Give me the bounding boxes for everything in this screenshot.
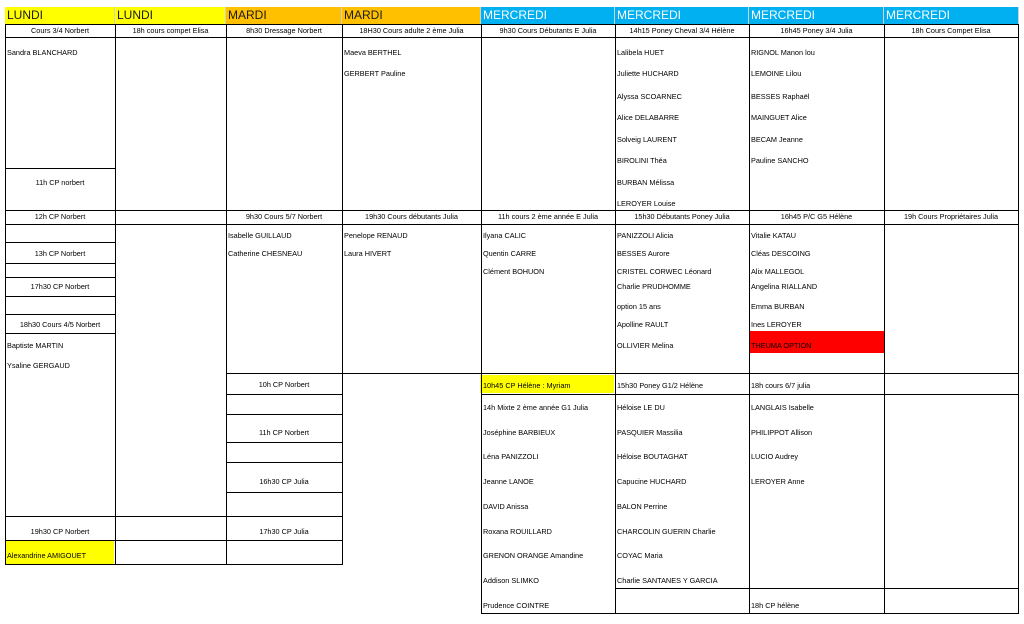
rider-name: Charlie SANTANES Y GARCIA <box>617 576 718 585</box>
day-header-lundi-1: LUNDI <box>5 7 115 24</box>
day-header-mardi-2: MARDI <box>342 7 481 24</box>
rider-name: Juliette HUCHARD <box>617 69 679 78</box>
course-cell: 11h cours 2 ème année E Julia <box>497 212 599 221</box>
course-cell: 10h45 CP Hélène : Myriam <box>483 381 571 390</box>
rider-name: Vitalie KATAU <box>751 231 797 240</box>
rider-name: Alice DELABARRE <box>617 113 680 122</box>
course-cell: 17h30 CP Julia <box>259 527 309 536</box>
rider-name: BALON Perrine <box>617 502 668 511</box>
course-cell: 18h CP hélène <box>751 601 800 610</box>
course-cell: 12h CP Norbert <box>34 212 86 221</box>
rider-name: option 15 ans <box>617 302 661 311</box>
course-cell: 16h30 CP Julia <box>259 477 309 486</box>
rider-name: Alyssa SCOARNEC <box>617 92 682 101</box>
rider-name: Isabelle GUILLAUD <box>228 231 292 240</box>
rider-name: CRISTEL CORWEC Léonard <box>617 267 712 276</box>
course-cell: 13h CP Norbert <box>34 249 86 258</box>
rider-name: Apolline RAULT <box>617 320 669 329</box>
rider-name: Charlie PRUDHOMME <box>617 282 691 291</box>
course-cell: 16h45 P/C G5 Hélène <box>780 212 853 221</box>
rider-name: Ilyana CALIC <box>483 231 526 240</box>
course-cell: 18h30 Cours 4/5 Norbert <box>19 320 101 329</box>
course-cell: 9h30 Cours Débutants E Julia <box>499 26 597 35</box>
course-cell: 18h cours compet Elisa <box>132 26 209 35</box>
course-cell: 18H30 Cours adulte 2 ème Julia <box>359 26 464 35</box>
course-cell: 18h Cours Compet Elisa <box>911 26 991 35</box>
rider-name: Clément BOHUON <box>483 267 545 276</box>
day-header-mardi-1: MARDI <box>226 7 342 24</box>
rider-name: Capucine HUCHARD <box>617 477 687 486</box>
rider-name: THEUMA OPTION <box>751 341 812 350</box>
day-header-mercredi-3: MERCREDI <box>749 7 884 24</box>
day-header-mercredi-2: MERCREDI <box>615 7 749 24</box>
course-cell: 15h30 Poney G1/2 Hélène <box>617 381 704 390</box>
rider-name: Alexandrine AMIGOUET <box>7 551 87 560</box>
course-cell: 9h30 Cours 5/7 Norbert <box>245 212 323 221</box>
rider-name: Baptiste MARTIN <box>7 341 64 350</box>
rider-name: Lalibela HUET <box>617 48 665 57</box>
rider-name: Addison SLIMKO <box>483 576 539 585</box>
course-cell: Cours 3/4 Norbert <box>31 26 89 35</box>
rider-name: CHARCOLIN GUERIN Charlie <box>617 527 716 536</box>
course-cell: 11h CP Norbert <box>258 428 310 437</box>
course-cell: 18h cours 6/7 julia <box>751 381 811 390</box>
rider-name: LANGLAIS Isabelle <box>751 403 814 412</box>
course-cell: 16h45 Poney 3/4 Julia <box>780 26 853 35</box>
rider-name: COYAC Maria <box>617 551 663 560</box>
rider-name: Héloise LE DU <box>617 403 665 412</box>
rider-name: Catherine CHESNEAU <box>228 249 303 258</box>
course-cell: 10h CP Norbert <box>258 380 310 389</box>
rider-name: PASQUIER Massilia <box>617 428 683 437</box>
rider-name: Sandra BLANCHARD <box>7 48 78 57</box>
rider-name: Prudence COINTRE <box>483 601 550 610</box>
rider-name: Penelope RENAUD <box>344 231 408 240</box>
day-header-mercredi-4: MERCREDI <box>884 7 1019 24</box>
rider-name: Cléas DESCOING <box>751 249 811 258</box>
rider-name: DAVID Anissa <box>483 502 529 511</box>
rider-name: LEROYER Anne <box>751 477 805 486</box>
rider-name: Maeva BERTHEL <box>344 48 402 57</box>
rider-name: BESSES Raphaël <box>751 92 810 101</box>
rider-name: BESSES Aurore <box>617 249 670 258</box>
rider-name: LEROYER Louise <box>617 199 676 208</box>
rider-name: OLLIVIER Melina <box>617 341 674 350</box>
rider-name: Emma BURBAN <box>751 302 805 311</box>
rider-name: BIROLINI Théa <box>617 156 667 165</box>
day-header-lundi-2: LUNDI <box>115 7 226 24</box>
rider-name: Ysaline GERGAUD <box>7 361 70 370</box>
rider-name: LEMOINE Lilou <box>751 69 802 78</box>
rider-name: Ines LEROYER <box>751 320 802 329</box>
course-cell: 14h15 Poney Cheval 3/4 Hélène <box>629 26 735 35</box>
course-cell: 8h30 Dressage Norbert <box>246 26 322 35</box>
course-cell: 19h Cours Propriétaires Julia <box>903 212 999 221</box>
rider-name: BECAM Jeanne <box>751 135 803 144</box>
rider-name: BURBAN Mélissa <box>617 178 675 187</box>
course-cell: 17h30 CP Norbert <box>30 282 90 291</box>
rider-name: Joséphine BARBIEUX <box>483 428 556 437</box>
rider-name: GRENON ORANGE Amandine <box>483 551 584 560</box>
day-header-mercredi-1: MERCREDI <box>481 7 615 24</box>
rider-name: Laura HIVERT <box>344 249 392 258</box>
rider-name: PHILIPPOT Allison <box>751 428 813 437</box>
rider-name: Quentin CARRE <box>483 249 537 258</box>
rider-name: MAINGUET Alice <box>751 113 807 122</box>
rider-name: Jeanne LANOE <box>483 477 534 486</box>
rider-name: Roxana ROUILLARD <box>483 527 552 536</box>
course-cell: 19h30 CP Norbert <box>30 527 90 536</box>
rider-name: RIGNOL Manon lou <box>751 48 815 57</box>
rider-name: PANIZZOLI Alicia <box>617 231 674 240</box>
rider-name: Héloise BOUTAGHAT <box>617 452 688 461</box>
rider-name: Léna PANIZZOLI <box>483 452 539 461</box>
rider-name: LUCIO Audrey <box>751 452 799 461</box>
rider-name: Alix MALLEGOL <box>751 267 805 276</box>
course-cell: 11h CP norbert <box>35 178 85 187</box>
rider-name: Pauline SANCHO <box>751 156 809 165</box>
course-cell: 14h Mixte 2 ème année G1 Julia <box>483 403 589 412</box>
course-cell: 19h30 Cours débutants Julia <box>365 212 458 221</box>
rider-name: Solveig LAURENT <box>617 135 678 144</box>
rider-name: Angelina RIALLAND <box>751 282 818 291</box>
rider-name: GERBERT Pauline <box>344 69 406 78</box>
course-cell: 15h30 Débutants Poney Julia <box>634 212 730 221</box>
